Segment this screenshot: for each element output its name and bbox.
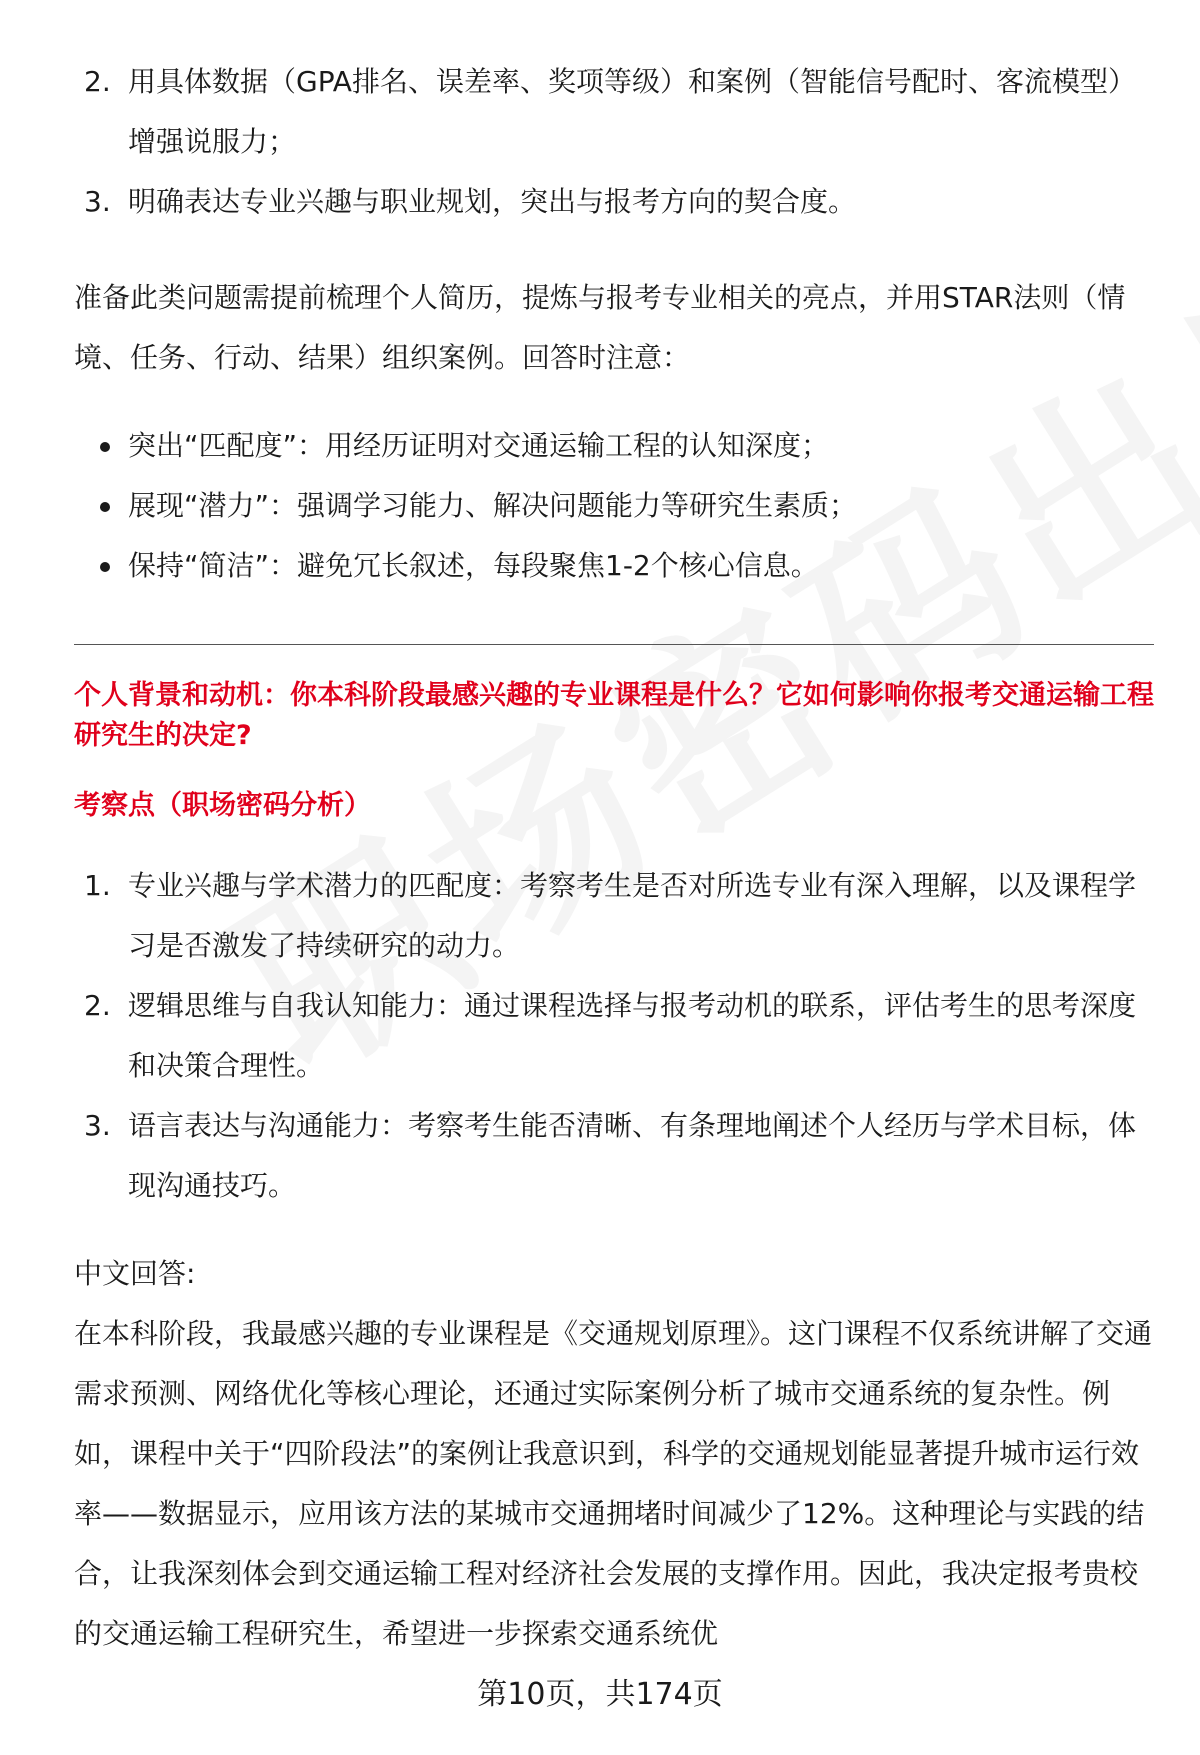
list-item-text: 专业兴趣与学术潜力的匹配度：考察考生是否对所选专业有深入理解，以及课程学习是否激发了持续研究的动力。 <box>128 869 1137 962</box>
list-item <box>74 536 1154 596</box>
list-item-number: 2. <box>84 989 111 1022</box>
list-item <box>74 52 1154 172</box>
page-number-footer: 第10页，共174页 <box>477 1677 723 1712</box>
list-item-number: 1. <box>84 869 111 902</box>
list-item <box>74 476 1154 536</box>
list-item-text: 逻辑思维与自我认知能力：通过课程选择与报考动机的联系，评估考生的思考深度和决策合理性。 <box>128 989 1137 1082</box>
list-item-text: 语言表达与沟通能力：考察考生能否清晰、有条理地阐述个人经历与学术目标，体现沟通技巧。 <box>128 1109 1137 1202</box>
question-title: 个人背景和动机：你本科阶段最感兴趣的专业课程是什么？它如何影响你报考交通运输工程研究生的决定? <box>74 680 1154 751</box>
list-item-text: 明确表达专业兴趣与职业规划，突出与报考方向的契合度。 <box>128 185 857 218</box>
tips-list <box>74 416 1154 596</box>
bullet-icon <box>100 442 110 452</box>
assessment-points-list <box>74 856 1154 1216</box>
top-ordered-list <box>74 52 1154 232</box>
list-item <box>74 172 1154 232</box>
list-item-number: 2. <box>84 65 111 98</box>
answer-text: 在本科阶段，我最感兴趣的专业课程是《交通规划原理》。这门课程不仅系统讲解了交通需求预测、网络优化等核心理论，还通过实际案例分析了城市交通系统的复杂性。例如，课程中关于“四阶段法”的案例让我意识到，科学的交通规划能显著提升城市运行效率——数据显示，应用该方法的某城市交通拥堵时间减少了12%。这种理论与实践的结合，让我深刻体会到交通运输工程对经济社会发展的支撑作用。因此，我决定报考贵校的交通运输工程研究生，希望进一步探索交通系统优 <box>74 1317 1153 1650</box>
bullet-icon <box>100 562 110 572</box>
question-subheading: 考察点（职场密码分析） <box>74 790 371 821</box>
list-item <box>74 1096 1154 1216</box>
list-item-text: 用具体数据（GPA排名、误差率、奖项等级）和案例（智能信号配时、客流模型）增强说服力； <box>128 65 1136 158</box>
list-item <box>74 856 1154 976</box>
list-item-number: 3. <box>84 185 111 218</box>
tip-text: 展现“潜力”：强调学习能力、解决问题能力等研究生素质； <box>128 489 858 522</box>
section-divider <box>74 644 1154 645</box>
list-item-number: 3. <box>84 1109 111 1142</box>
answer-label: 中文回答: <box>74 1257 196 1290</box>
tip-text: 突出“匹配度”：用经历证明对交通运输工程的认知深度； <box>128 429 830 462</box>
prep-paragraph: 准备此类问题需提前梳理个人简历，提炼与报考专业相关的亮点，并用STAR法则（情境、任务、行动、结果）组织案例。回答时注意： <box>74 281 1126 374</box>
bullet-icon <box>100 502 110 512</box>
list-item <box>74 976 1154 1096</box>
tip-text: 保持“简洁”：避免冗长叙述，每段聚焦1-2个核心信息。 <box>128 549 819 582</box>
list-item <box>74 416 1154 476</box>
